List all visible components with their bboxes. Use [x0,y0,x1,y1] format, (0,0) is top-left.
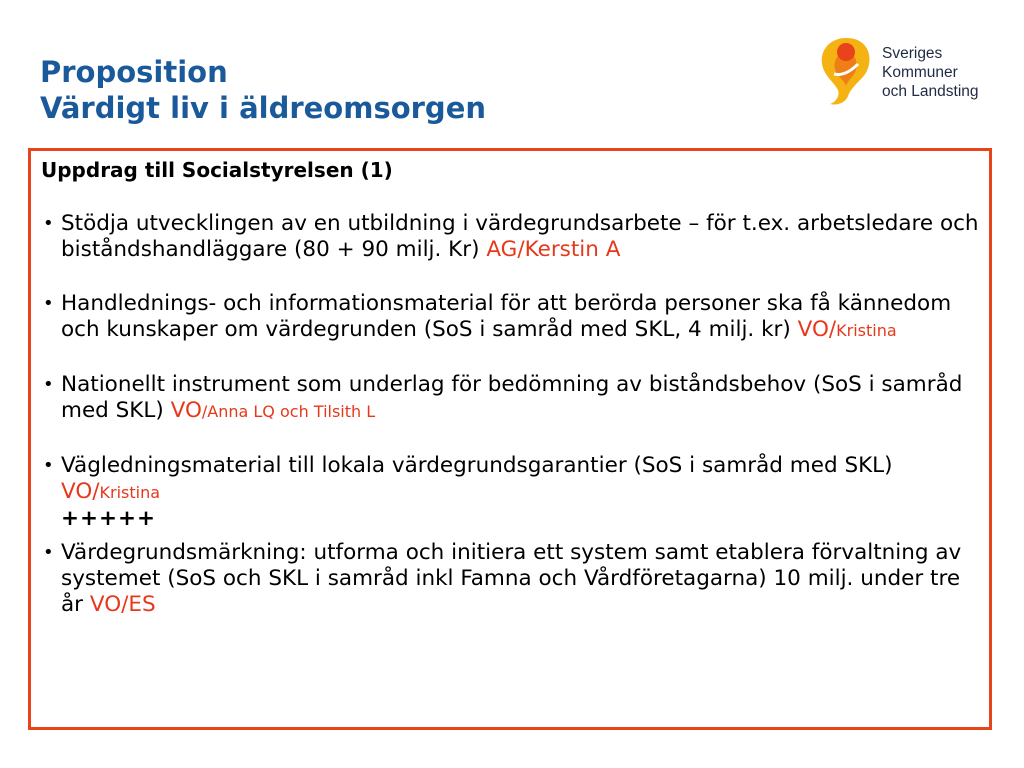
content [41,157,985,646]
section-heading: Uppdrag till Socialstyrelsen (1) [41,158,393,182]
bullet-text: Handlednings- och informationsmaterial för att berörda personer ska få kännedom och kunskaper om värdegrunden (SoS i samråd med SKL, 4 milj. kr) [61,291,952,342]
owner-tag: VO/ES [89,592,156,617]
bullet-glyph: • [43,293,54,314]
logo-line-3: och Landsting [882,83,979,100]
bullet-text: Värdegrundsmärkning: utforma och initiera ett system samt etablera förvaltning av systemet (SoS och SKL i samråd inkl Famna och Vårdföretagarna) 10 milj. under tre år [61,540,962,617]
owner-name: /Anna LQ och Tilsith L [201,402,376,421]
skl-figure-logo-icon [816,34,876,108]
slide-title [40,54,486,126]
bullet-glyph: • [43,213,54,234]
bullet-text: Stödja utvecklingen av en utbildning i värdegrundsarbete – för t.ex. arbetsledare och biståndshandläggare (80 + 90 milj. Kr) [61,211,979,262]
bullet-glyph: • [43,455,54,476]
bullet-text: Vägledningsmaterial till lokala värdegrundsgarantier (SoS i samråd med SKL) [61,453,893,478]
owner-tag: VO/ [797,317,837,342]
owner-tag: VO/ [61,479,100,504]
owner-name: Kristina [836,321,897,340]
title-line-1: Proposition [40,55,228,89]
bullet-item-4 [41,453,985,532]
logo-line-2: Kommuner [882,64,958,81]
title-line-2: Värdigt liv i äldreomsorgen [40,91,487,125]
bullet-list [41,211,985,618]
content-box [28,148,992,730]
logo-line-1: Sveriges [882,45,943,62]
owner-tag: AG/Kerstin A [486,237,621,262]
skl-logo [816,34,996,108]
plus-marker: +++++ [61,506,157,531]
bullet-item-2 [41,291,985,344]
bullet-item-5 [41,540,985,618]
bullet-text: Nationellt instrument som underlag för bedömning av biståndsbehov (SoS i samråd med SKL) [61,372,963,423]
bullet-item-1 [41,211,985,263]
bullet-glyph: • [43,374,54,395]
bullet-item-3 [41,372,985,425]
owner-tag: VO [170,398,202,423]
owner-name: Kristina [99,483,161,502]
bullet-glyph: • [43,542,54,563]
logo-wordmark [882,44,979,101]
